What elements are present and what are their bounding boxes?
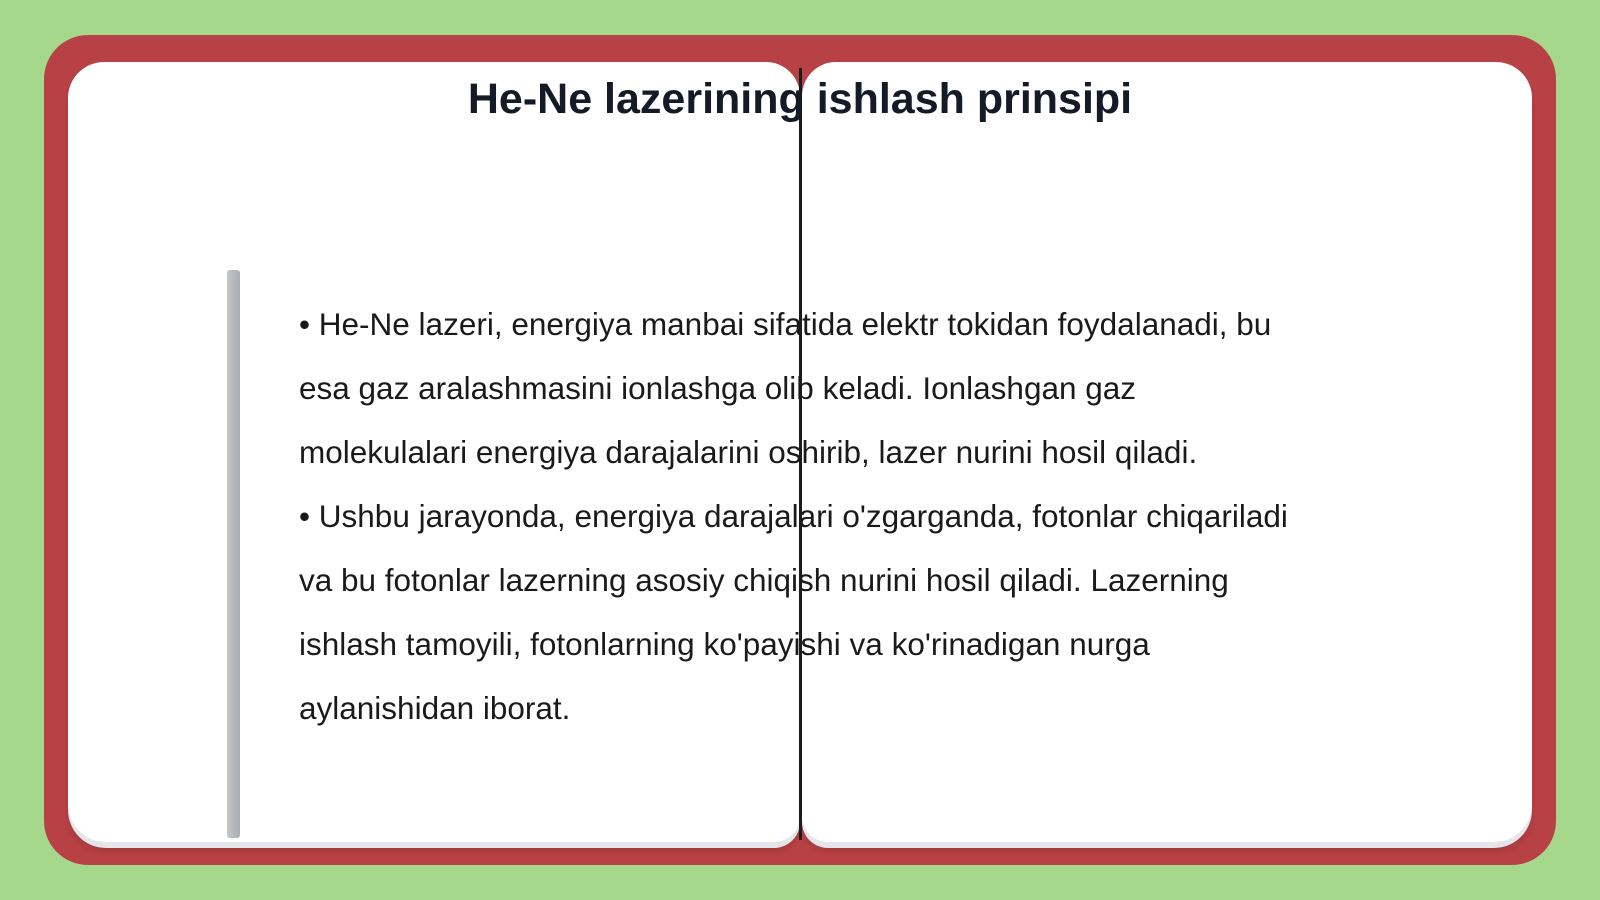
decorative-side-bar: [227, 270, 240, 838]
bullet-paragraph-1: • He-Ne lazeri, energiya manbai sifatida elektr tokidan foydalanadi, bu esa gaz aralashmasini ionlashga olib keladi. Ionlashgan gaz molekulalari energiya darajalarini oshirib, lazer nurini hosil qiladi.: [299, 306, 1272, 470]
bullet-paragraph-2: • Ushbu jarayonda, energiya darajalari o'zgarganda, fotonlar chiqariladi va bu fotonlar lazerning asosiy chiqish nurini hosil qiladi. Lazerning ishlash tamoyili, fotonlarning ko'payishi va ko'rinadigan nurga aylanishidan iborat.: [299, 498, 1288, 726]
slide-body: [299, 292, 1299, 740]
slide-title: He-Ne lazerining ishlash prinsipi: [467, 75, 1133, 123]
